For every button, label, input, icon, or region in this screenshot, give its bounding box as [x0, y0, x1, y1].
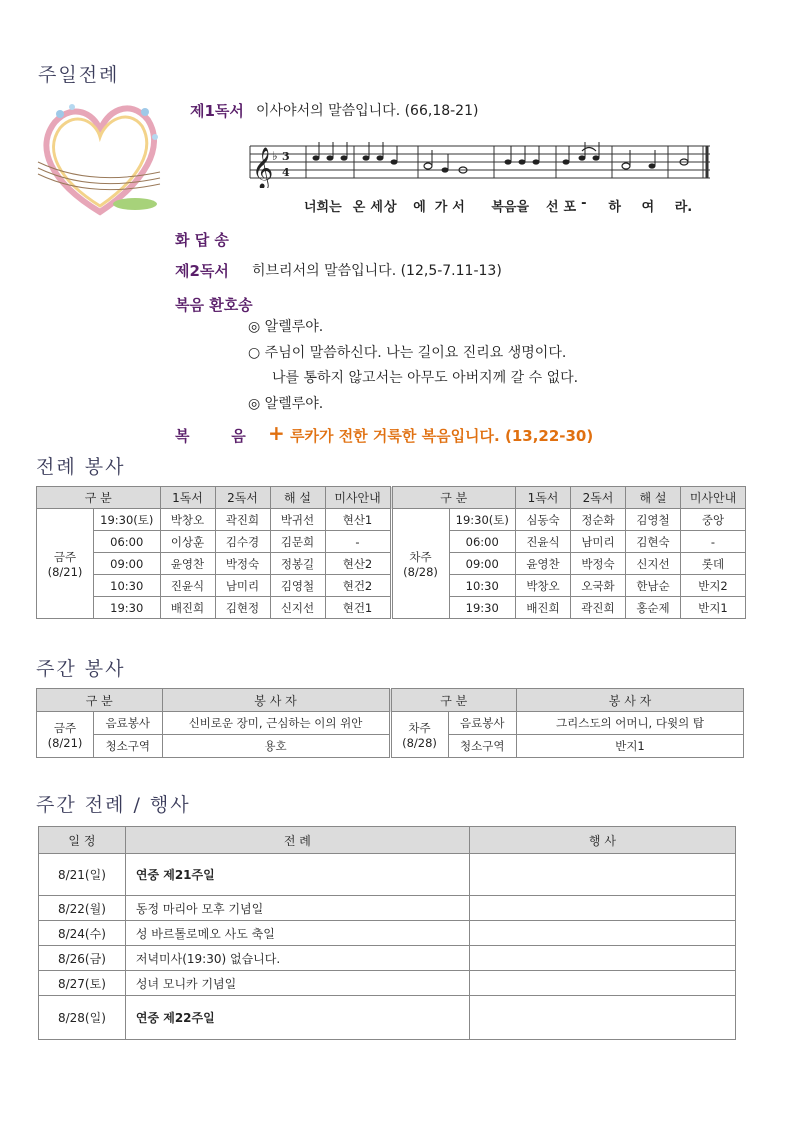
table-cell: 반지1	[517, 735, 744, 758]
table-cell: 진윤식	[160, 575, 215, 597]
table-header-row	[37, 689, 744, 712]
table-cell: -	[325, 531, 391, 553]
table-cell: 김수경	[215, 531, 270, 553]
table-cell: 한남순	[626, 575, 681, 597]
header-mass-guide: 미사안내	[681, 487, 746, 509]
this-week-date: (8/21)	[47, 735, 83, 750]
acclamation-line2: ○ 주님이 말씀하신다. 나는 길이요 진리요 생명이다.	[248, 345, 567, 361]
acclamation-line4: ◎ 알렐루야.	[248, 396, 324, 412]
music-lyrics	[304, 196, 704, 215]
table-cell: 신지선	[270, 597, 325, 619]
svg-text:𝄞: 𝄞	[252, 148, 274, 188]
reading1-label: 제1독서	[190, 102, 244, 120]
this-week-cell	[37, 712, 94, 758]
liturgy-service-table	[36, 486, 746, 619]
svg-text:4: 4	[282, 166, 290, 179]
table-cell: 박정숙	[571, 553, 626, 575]
table-cell: 박정숙	[215, 553, 270, 575]
table-cell: 김현정	[215, 597, 270, 619]
table-header-row	[37, 487, 746, 509]
this-week-cell	[37, 509, 94, 619]
next-week-label: 차주	[408, 720, 431, 735]
section-title-liturgy-service: 전례 봉사	[36, 456, 126, 478]
acclamation-line3: 나를 통하지 않고서는 아무도 아버지께 갈 수 없다.	[272, 370, 579, 386]
service-type-cell: 음료봉사	[94, 712, 163, 735]
table-row	[39, 971, 736, 996]
table-row	[37, 509, 746, 531]
lyric-word: 선	[545, 200, 559, 215]
date-cell: 8/26(금)	[39, 946, 126, 971]
cross-icon: +	[268, 421, 285, 445]
weekly-service-table	[36, 688, 744, 758]
acclamation-line1: ◎ 알렐루야.	[248, 319, 324, 335]
date-cell: 8/22(월)	[39, 896, 126, 921]
time-cell: 19:30(토)	[449, 509, 516, 531]
lyric-word: 하	[608, 200, 621, 215]
time-cell: 19:30(토)	[94, 509, 161, 531]
service-type-cell: 청소구역	[448, 735, 517, 758]
header-reading2: 2독서	[215, 487, 270, 509]
table-cell: 심동숙	[516, 509, 571, 531]
this-week-date: (8/21)	[47, 564, 83, 579]
table-row	[37, 712, 744, 735]
lyric-word: 서	[452, 200, 465, 215]
table-cell: 그리스도의 어머니, 다윗의 탑	[517, 712, 744, 735]
table-cell: 김현숙	[626, 531, 681, 553]
table-row	[39, 896, 736, 921]
lyric-word: 여	[641, 200, 655, 215]
event-cell	[469, 996, 735, 1040]
table-row	[39, 946, 736, 971]
svg-text:3: 3	[282, 150, 290, 163]
header-volunteers: 봉 사 자	[517, 689, 744, 712]
event-cell	[469, 854, 735, 896]
header-commentary: 해 설	[270, 487, 325, 509]
lyric-word: 복음을	[491, 200, 530, 215]
table-cell: 배진희	[160, 597, 215, 619]
liturgy-cell: 연중 제21주일	[125, 854, 469, 896]
acclamation-label: 복음 환호송	[175, 296, 253, 314]
time-cell: 06:00	[94, 531, 161, 553]
header-volunteers: 봉 사 자	[162, 689, 390, 712]
reading1-text: 이사야서의 말씀입니다. (66,18-21)	[256, 103, 479, 119]
lyric-word: 가	[434, 200, 448, 215]
table-cell: 남미리	[215, 575, 270, 597]
table-cell: 현산1	[325, 509, 391, 531]
table-cell: 현건2	[325, 575, 391, 597]
music-staff	[248, 138, 714, 188]
header-category: 구 분	[37, 487, 161, 509]
table-cell: 신지선	[626, 553, 681, 575]
header-reading1: 1독서	[516, 487, 571, 509]
header-reading2: 2독서	[571, 487, 626, 509]
table-cell: 박창오	[516, 575, 571, 597]
event-cell	[469, 971, 735, 996]
header-event: 행 사	[469, 827, 735, 854]
event-cell	[469, 896, 735, 921]
psalm-label: 화 답 송	[175, 231, 229, 249]
next-week-cell	[391, 509, 449, 619]
schedule-table	[38, 826, 736, 1040]
section-title-weekly-events: 주간 전례 / 행사	[36, 794, 191, 816]
time-cell: 19:30	[94, 597, 161, 619]
table-cell: 윤영찬	[160, 553, 215, 575]
time-cell: 10:30	[94, 575, 161, 597]
header-liturgy: 전 례	[125, 827, 469, 854]
date-cell: 8/21(일)	[39, 854, 126, 896]
lyric-word: 에	[413, 200, 426, 215]
table-header-row	[39, 827, 736, 854]
time-cell: 06:00	[449, 531, 516, 553]
table-cell: 진윤식	[516, 531, 571, 553]
table-cell: 박귀선	[270, 509, 325, 531]
heart-music-illustration	[30, 92, 170, 222]
header-date: 일 정	[39, 827, 126, 854]
date-cell: 8/28(일)	[39, 996, 126, 1040]
table-cell: 배진희	[516, 597, 571, 619]
header-category: 구 분	[391, 487, 516, 509]
lyric-word: 라.	[674, 200, 693, 215]
table-cell: 곽진희	[215, 509, 270, 531]
table-cell: 롯데	[681, 553, 746, 575]
next-week-cell	[390, 712, 448, 758]
table-cell: 용호	[162, 735, 390, 758]
table-cell: 현산2	[325, 553, 391, 575]
time-cell: 10:30	[449, 575, 516, 597]
table-row	[39, 854, 736, 896]
table-cell: 오국화	[571, 575, 626, 597]
header-mass-guide: 미사안내	[325, 487, 391, 509]
table-cell: -	[681, 531, 746, 553]
service-type-cell: 음료봉사	[448, 712, 517, 735]
header-reading1: 1독서	[160, 487, 215, 509]
time-cell: 09:00	[449, 553, 516, 575]
gospel-label: 복 음	[175, 427, 246, 445]
next-week-label: 차주	[409, 549, 432, 564]
lyric-word: 온	[352, 200, 366, 215]
reading2-label: 제2독서	[175, 262, 229, 280]
date-cell: 8/27(토)	[39, 971, 126, 996]
liturgy-cell: 동정 마리아 모후 기념일	[125, 896, 469, 921]
next-week-date: (8/28)	[402, 735, 437, 750]
event-cell	[469, 921, 735, 946]
this-week-label: 금주	[53, 549, 77, 564]
table-cell: 신비로운 장미, 근심하는 이의 위안	[162, 712, 390, 735]
liturgy-cell: 성녀 모니카 기념일	[125, 971, 469, 996]
section-title-weekly-service: 주간 봉사	[36, 658, 126, 680]
lyric-word: 세	[370, 200, 383, 215]
table-cell: 반지2	[681, 575, 746, 597]
lyric-word: 너희는	[304, 200, 342, 215]
header-category: 구 분	[390, 689, 517, 712]
time-cell: 19:30	[449, 597, 516, 619]
gospel-text: 루카가 전한 거룩한 복음입니다. (13,22-30)	[290, 427, 594, 445]
lyric-word: 상	[384, 200, 397, 215]
header-category: 구 분	[37, 689, 163, 712]
table-cell: 현건1	[325, 597, 391, 619]
lyric-word: 포	[563, 200, 577, 215]
table-cell: 홍순제	[626, 597, 681, 619]
table-cell: 반지1	[681, 597, 746, 619]
header-commentary: 해 설	[626, 487, 681, 509]
table-row	[39, 996, 736, 1040]
table-cell: 정순화	[571, 509, 626, 531]
time-cell: 09:00	[94, 553, 161, 575]
lyric-word: -	[581, 196, 587, 211]
date-cell: 8/24(수)	[39, 921, 126, 946]
service-type-cell: 청소구역	[94, 735, 163, 758]
table-cell: 김영철	[270, 575, 325, 597]
table-cell: 윤영찬	[516, 553, 571, 575]
table-cell: 중앙	[681, 509, 746, 531]
reading2-text: 히브리서의 말씀입니다. (12,5-7.11-13)	[252, 263, 502, 279]
table-cell: 남미리	[571, 531, 626, 553]
svg-text:♭: ♭	[272, 149, 278, 163]
this-week-label: 금주	[53, 720, 77, 735]
liturgy-cell: 연중 제22주일	[125, 996, 469, 1040]
table-cell: 정봉길	[270, 553, 325, 575]
table-cell: 김문희	[270, 531, 325, 553]
liturgy-cell: 성 바르톨로메오 사도 축일	[125, 921, 469, 946]
table-row	[39, 921, 736, 946]
liturgy-cell: 저녁미사(19:30) 없습니다.	[125, 946, 469, 971]
next-week-date: (8/28)	[403, 564, 438, 579]
table-cell: 곽진희	[571, 597, 626, 619]
table-cell: 박창오	[160, 509, 215, 531]
section-title-sunday-liturgy: 주일전례	[38, 64, 120, 86]
table-cell: 김영철	[626, 509, 681, 531]
table-cell: 이상훈	[160, 531, 215, 553]
event-cell	[469, 946, 735, 971]
